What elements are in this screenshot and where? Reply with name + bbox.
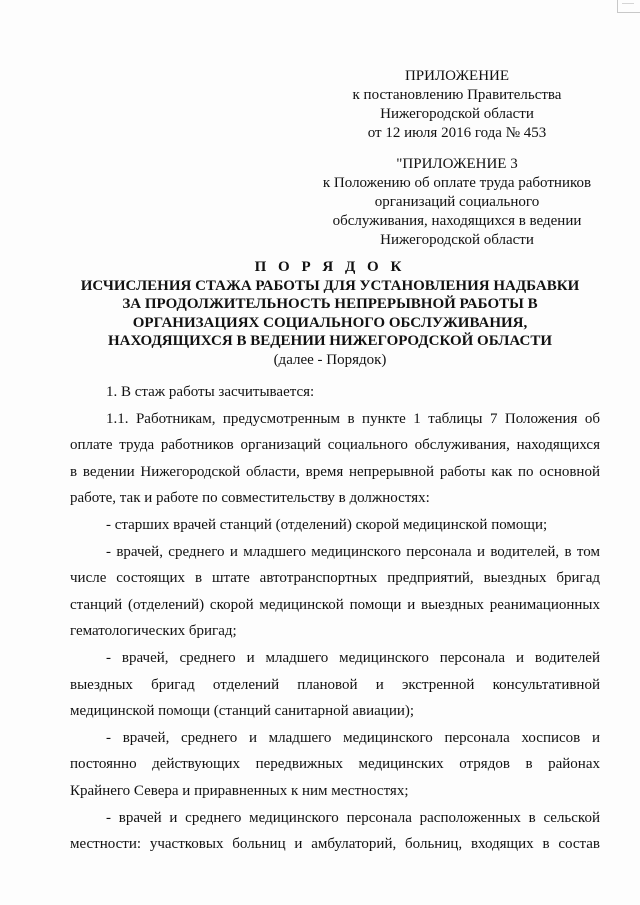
- body-line: - врачей, среднего и младшего медицинского персонала и водителей, в том: [106, 543, 600, 560]
- body-line: работе, так и работе по совместительству в должностях:: [70, 490, 430, 507]
- title-line: ОРГАНИЗАЦИЯХ СОЦИАЛЬНОГО ОБСЛУЖИВАНИЯ,: [132, 314, 528, 331]
- body-line: медицинской помощи (станций санитарной авиации);: [70, 703, 415, 720]
- body-line: в ведении Нижегородской области, время непрерывной работы как по основной: [70, 463, 600, 480]
- body-line: 1. В стаж работы засчитывается:: [106, 384, 315, 400]
- title-heading: П О Р Я Д О К: [254, 259, 406, 275]
- title-line: ЗА ПРОДОЛЖИТЕЛЬНОСТЬ НЕПРЕРЫВНОЙ РАБОТЫ В: [122, 296, 538, 312]
- appendix3-line: к Положению об оплате труда работников: [322, 175, 592, 191]
- appendix3-line: Нижегородской области: [380, 232, 534, 248]
- body-line: местности: участковых больниц и амбулаторий, больниц, входящих в состав: [70, 836, 600, 853]
- title-subtitle: (далее - Порядок): [273, 351, 387, 368]
- appendix3-line: обслуживания, находящихся в ведении: [332, 213, 582, 229]
- title-line: НАХОДЯЩИХСЯ В ВЕДЕНИИ НИЖЕГОРОДСКОЙ ОБЛАСТИ: [107, 333, 553, 349]
- body-line: - старших врачей станций (отделений) скорой медицинской помощи;: [106, 516, 548, 533]
- body-line: гематологических бригад;: [70, 623, 237, 640]
- document-body: [70, 379, 600, 858]
- body-line: оплате труда работников организаций социального обслуживания, находящихся: [70, 437, 600, 454]
- body-line: - врачей, среднего и младшего медицинского персонала хосписов и: [106, 729, 600, 746]
- body-line: - врачей и среднего медицинского персонала расположенных в сельской: [106, 809, 600, 826]
- body-line: станций (отделений) скорой медицинской помощи и выездных реанимационных: [70, 596, 600, 613]
- appendix3-line: организаций социального: [374, 194, 540, 210]
- body-line: - врачей, среднего и младшего медицинского персонала и водителей: [106, 649, 600, 666]
- appendix-header: [314, 67, 600, 143]
- appendix-line: Нижегородской области: [380, 106, 534, 122]
- appendix-title: ПРИЛОЖЕНИЕ: [404, 68, 510, 84]
- appendix-date-line: от 12 июля 2016 года № 453: [367, 125, 547, 141]
- appendix3-title: "ПРИЛОЖЕНИЕ 3: [396, 156, 518, 172]
- appendix-line: к постановлению Правительства: [352, 87, 562, 103]
- body-line: выездных бригад отделений плановой и экстренной консультативной: [70, 676, 600, 693]
- body-line: постоянно действующих передвижных медицинских отрядов в районах: [70, 756, 600, 773]
- body-line: числе состоящих в штате автотранспортных предприятий, выездных бригад: [70, 570, 600, 587]
- title-line: ИСЧИСЛЕНИЯ СТАЖА РАБОТЫ ДЛЯ УСТАНОВЛЕНИЯ НАДБАВКИ: [80, 277, 580, 294]
- body-line: 1.1. Работникам, предусмотренным в пункте 1 таблицы 7 Положения об: [106, 410, 600, 427]
- scan-corner-mark: [617, 0, 640, 13]
- appendix3-header: [314, 155, 600, 250]
- body-line: Крайнего Севера и приравненных к ним местностях;: [70, 782, 409, 799]
- document-title: [60, 258, 600, 369]
